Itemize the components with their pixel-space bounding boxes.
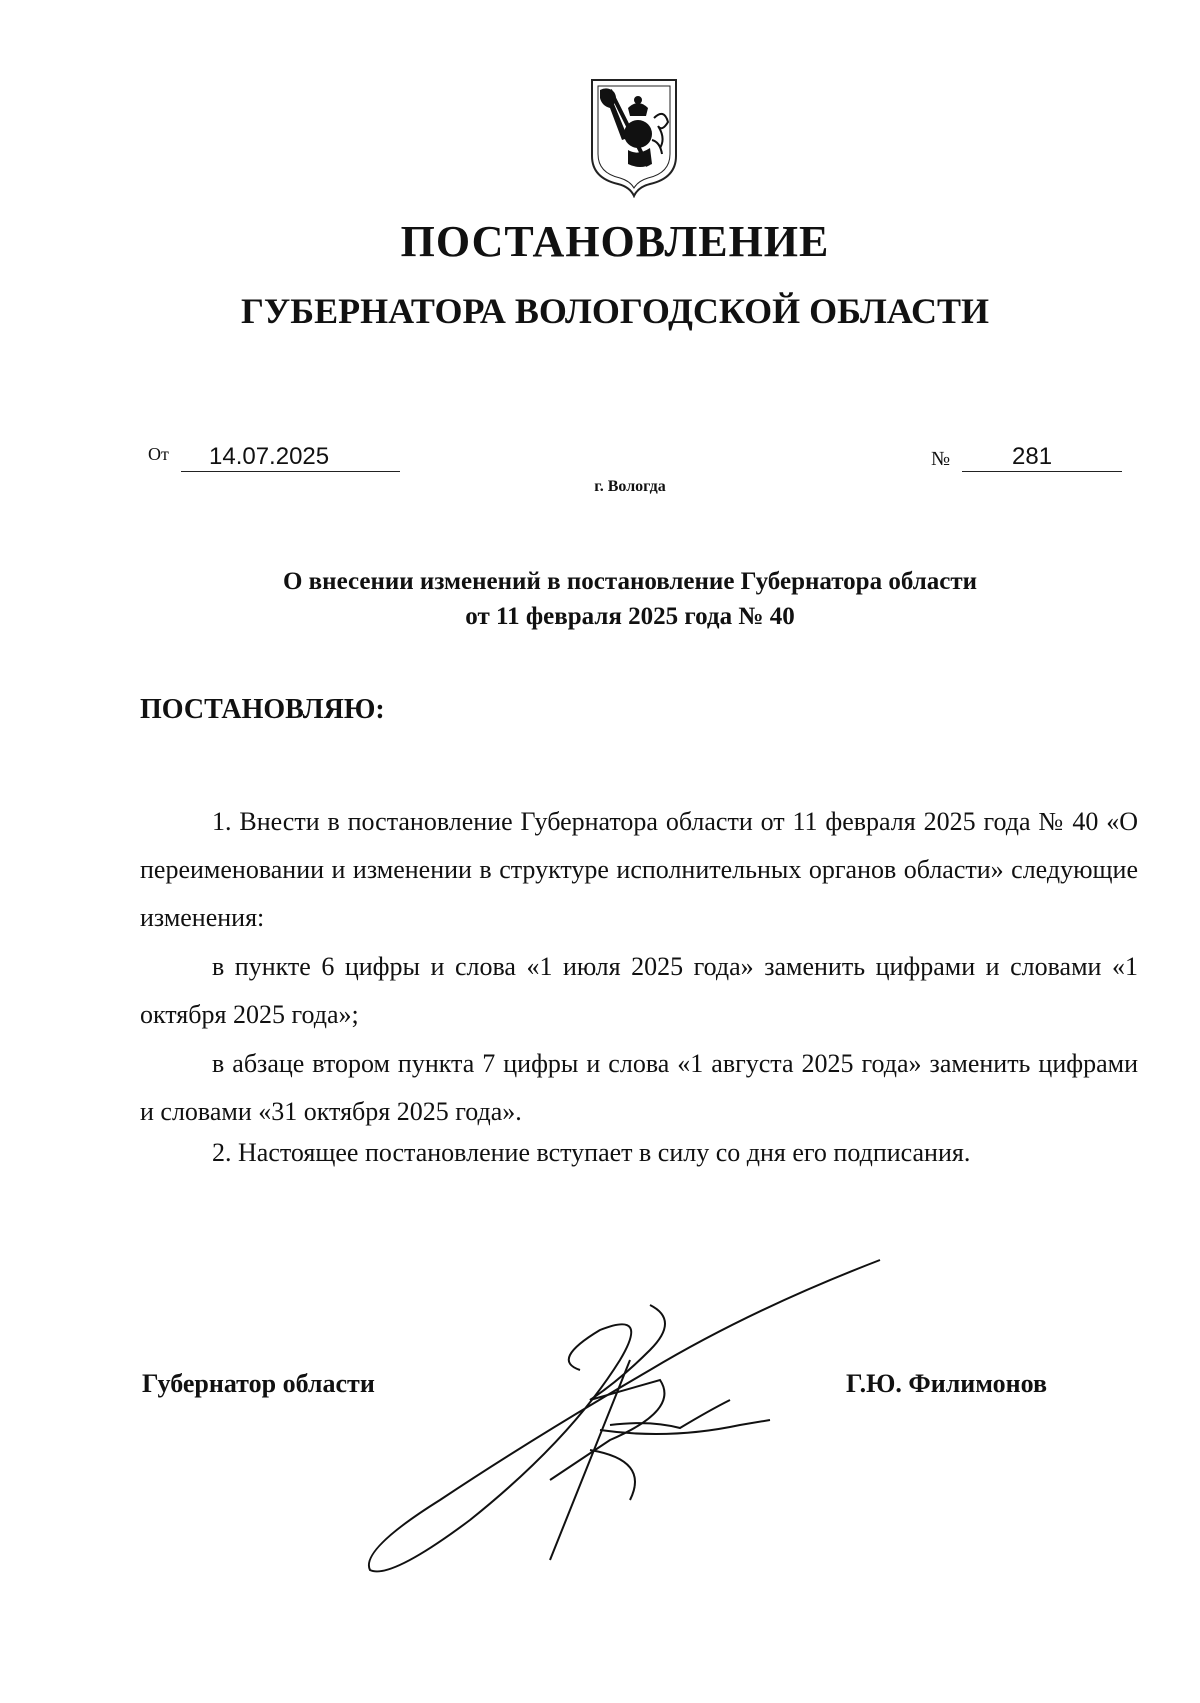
paragraph-3: в абзаце втором пункта 7 цифры и слова «1 августа 2025 года» заменить цифрами и словами «31 октября 2025 года». <box>140 1049 1138 1126</box>
handwritten-signature-icon <box>350 1250 950 1580</box>
number-value: 281 <box>962 443 1122 472</box>
paragraph-2: в пункте 6 цифры и слова «1 июля 2025 года» заменить цифрами и словами «1 октября 2025 года»; <box>140 952 1138 1029</box>
document-title: ПОСТАНОВЛЕНИЕ <box>400 217 830 266</box>
date-value: 14.07.2025 <box>181 443 400 472</box>
document-subject <box>0 564 1200 634</box>
subject-line-2: от 11 февраля 2025 года № 40 <box>465 603 795 630</box>
decree-heading: ПОСТАНОВЛЯЮ: <box>140 694 385 725</box>
document-subtitle: ГУБЕРНАТОРА ВОЛОГОДСКОЙ ОБЛАСТИ <box>240 291 990 331</box>
subject-line-1: О внесении изменений в постановление Губернатора области <box>282 568 978 595</box>
signer-position: Губернатор области <box>142 1369 375 1398</box>
city-label: г. Вологда <box>594 478 666 495</box>
number-label: № <box>931 448 951 470</box>
paragraph-1: 1. Внести в постановление Губернатора области от 11 февраля 2025 года № 40 «О переименовании и изменении в структуре исполнительных органов области» следующие изменения: <box>140 807 1138 932</box>
date-label: От <box>148 444 169 464</box>
vologda-coat-of-arms-icon <box>588 78 680 198</box>
paragraph-4: 2. Настоящее постановление вступает в силу со дня его подписания. <box>212 1138 971 1167</box>
signer-name: Г.Ю. Филимонов <box>846 1369 1048 1398</box>
